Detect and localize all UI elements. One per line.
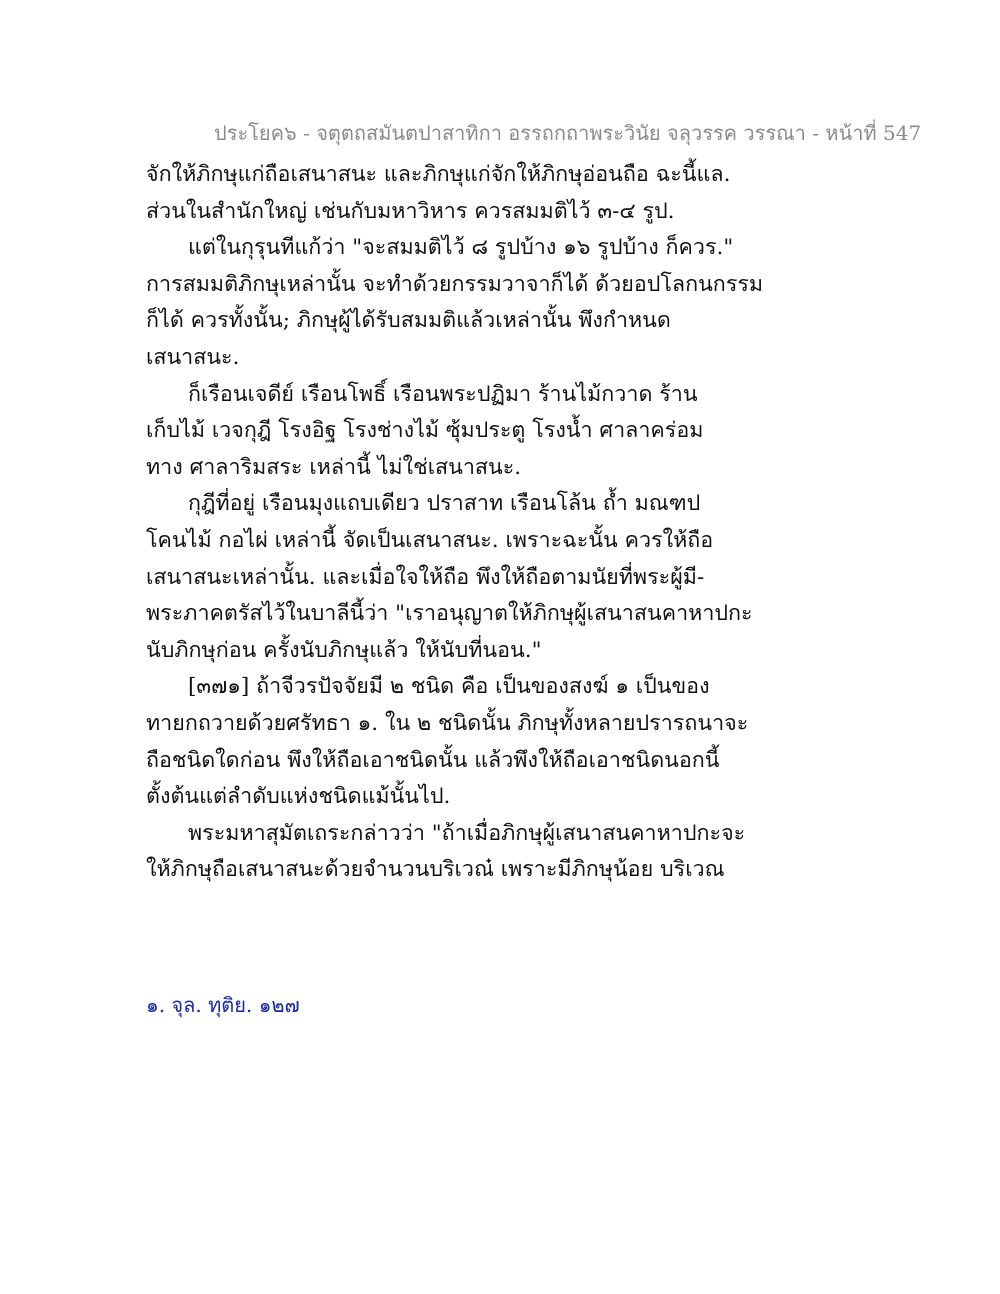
text-line: พระภาคตรัสไว้ในบาลีนี้ว่า "เราอนุญาตให้ภิกษุผู้เสนาสนคาหาปกะ (146, 601, 753, 627)
text-line: โคนไม้ กอไผ่ เหล่านี้ จัดเป็นเสนาสนะ. เพราะฉะนั้น ควรให้ถือ (146, 527, 714, 553)
text-line: ให้ภิกษุถือเสนาสนะด้วยจำนวนบริเวณ๋ เพราะมีภิกษุน้อย บริเวณ (146, 857, 725, 883)
body-text (146, 157, 846, 889)
text-line: พระมหาสุมัตเถระกล่าวว่า "ถ้าเมื่อภิกษุผู้เสนาสนคาหาปกะจะ (188, 820, 746, 846)
page-header: ประโยค๖ - จตุตถสมันตปาสาทิกา อรรถกถาพระวินัย จลุวรรค วรรณา - หน้าที่ 547 (214, 121, 922, 145)
text-line: เก็บไม้ เวจกุฎี โรงอิฐ โรงช่างไม้ ซุ้มประตู โรงน้ำ ศาลาคร่อม (146, 418, 704, 444)
text-line: ตั้งต้นแต่ลำดับแห่งชนิดแม้นั้นไป. (146, 784, 451, 810)
text-line: นับภิกษุก่อน ครั้งนับภิกษุแล้ว ให้นับที่นอน." (146, 637, 542, 663)
text-line: ถือชนิดใดก่อน พึงให้ถือเอาชนิดนั้น แล้วพึงให้ถือเอาชนิดนอกนี้ (146, 747, 720, 773)
text-line: เสนาสนะ. (146, 344, 240, 370)
text-line: การสมมติภิกษุเหล่านั้น จะทำด้วยกรรมวาจาก็ได้ ด้วยอปโลกนกรรม (146, 271, 764, 297)
footnote: ๑. จุล. ทุติย. ๑๒๗ (146, 993, 300, 1017)
text-line: แต่ในกุรุนทีแก้ว่า "จะสมมติไว้ ๘ รูปบ้าง ๑๖ รูปบ้าง ก็ควร." (188, 235, 734, 261)
text-line: ก็ได้ ควรทั้งนั้น; ภิกษุผู้ได้รับสมมติแล้วเหล่านั้น พึงกำหนด (146, 308, 671, 334)
text-line: ทาง ศาลาริมสระ เหล่านี้ ไม่ใช่เสนาสนะ. (146, 454, 522, 480)
text-line: [๓๗๑] ถ้าจีวรปัจจัยมี ๒ ชนิด คือ เป็นของสงฆ์ ๑ เป็นของ (188, 674, 710, 700)
text-line: เสนาสนะเหล่านั้น. และเมื่อใจให้ถือ พึงให้ถือตามนัยที่พระผู้มี- (146, 564, 705, 590)
text-line: ส่วนในสำนักใหญ่ เช่นกับมหาวิหาร ควรสมมติไว้ ๓-๔ รูป. (146, 198, 675, 224)
text-line: ก็เรือนเจดีย์ เรือนโพธิ์ เรือนพระปฏิมา ร้านไม้กวาด ร้าน (188, 381, 698, 407)
text-line: จักให้ภิกษุแก่ถือเสนาสนะ และภิกษุแก่จักให้ภิกษุอ่อนถือ ฉะนี้แล. (146, 162, 731, 187)
text-line: ทายกถวายด้วยศรัทธา ๑. ใน ๒ ชนิดนั้น ภิกษุทั้งหลายปรารถนาจะ (146, 710, 749, 736)
text-line: กุฎีที่อยู่ เรือนมุงแถบเดียว ปราสาท เรือนโล้น ถ้ำ มณฑป (188, 491, 701, 517)
